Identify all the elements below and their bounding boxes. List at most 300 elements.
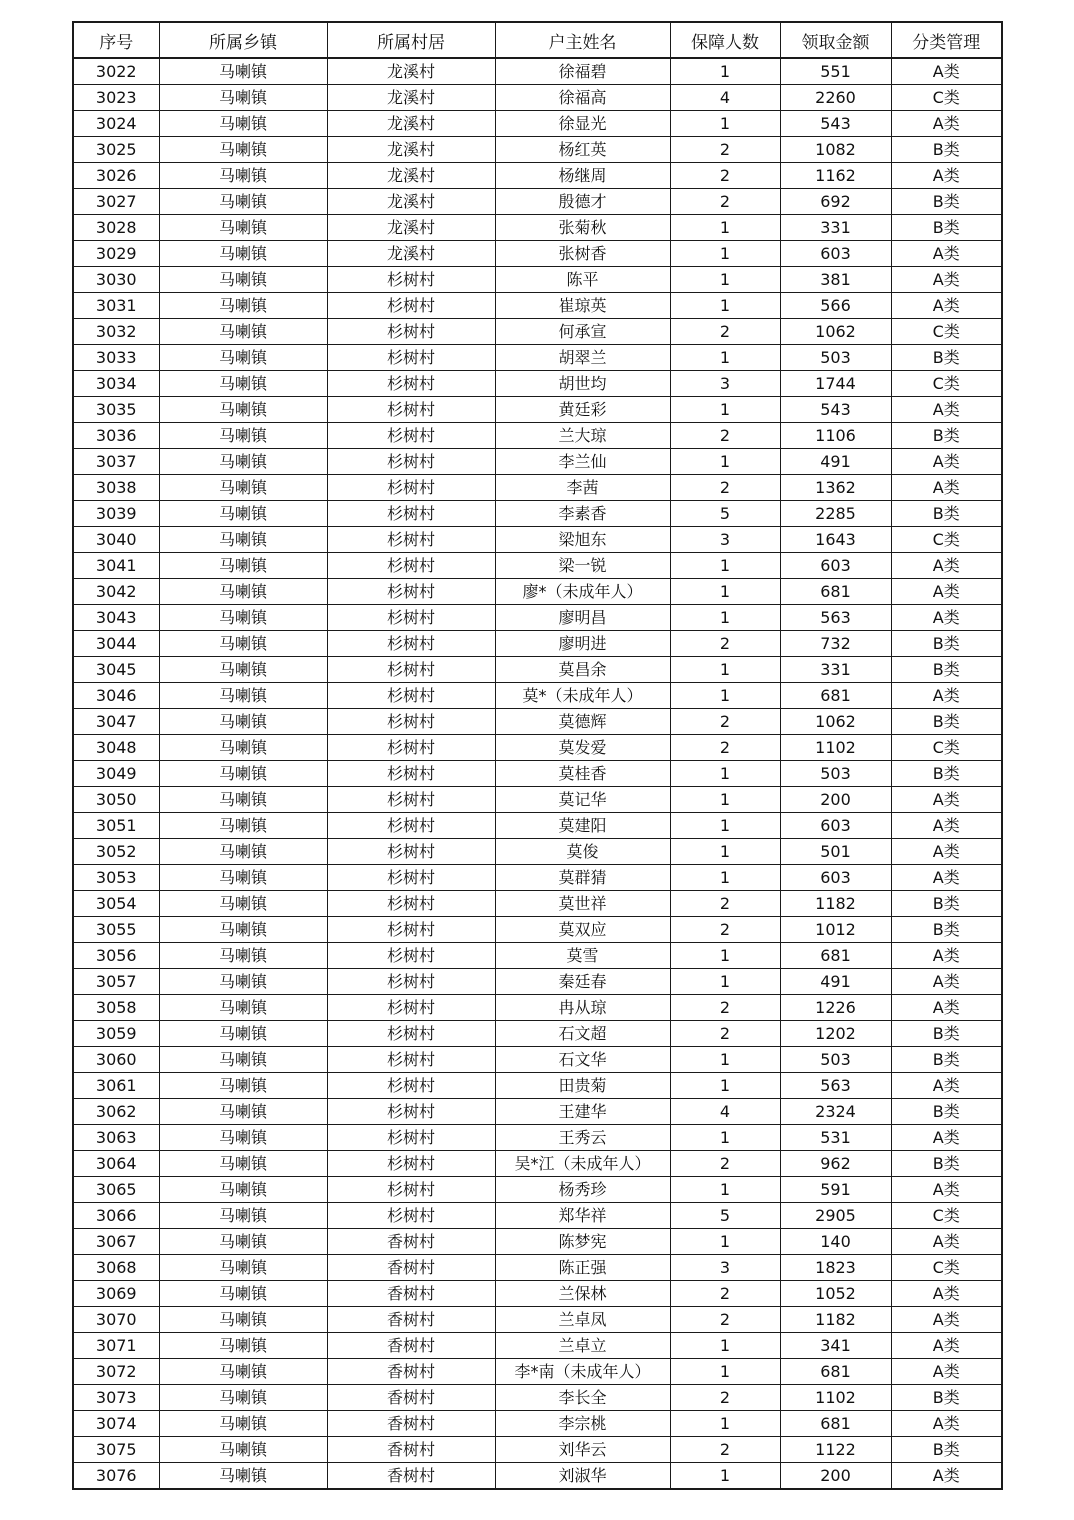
cell-covered-persons: 1 (670, 111, 780, 137)
cell-amount: 491 (780, 449, 891, 475)
cell-covered-persons: 1 (670, 969, 780, 995)
cell-category: A类 (891, 1359, 1002, 1385)
cell-category: A类 (891, 787, 1002, 813)
cell-householder-name: 殷德才 (495, 189, 670, 215)
cell-township: 马喇镇 (159, 891, 327, 917)
cell-householder-name: 兰大琼 (495, 423, 670, 449)
cell-township: 马喇镇 (159, 969, 327, 995)
cell-township: 马喇镇 (159, 189, 327, 215)
cell-category: A类 (891, 943, 1002, 969)
cell-category: C类 (891, 735, 1002, 761)
cell-category: A类 (891, 995, 1002, 1021)
cell-township: 马喇镇 (159, 475, 327, 501)
cell-householder-name: 秦廷春 (495, 969, 670, 995)
header-serial-number: 序号 (73, 22, 159, 58)
table-row (73, 943, 1002, 969)
document-sheet (72, 21, 1003, 1490)
cell-category: A类 (891, 1073, 1002, 1099)
cell-category: B类 (891, 631, 1002, 657)
cell-township: 马喇镇 (159, 1307, 327, 1333)
cell-village: 杉树村 (327, 813, 495, 839)
cell-covered-persons: 2 (670, 163, 780, 189)
cell-amount: 1122 (780, 1437, 891, 1463)
cell-covered-persons: 3 (670, 527, 780, 553)
cell-covered-persons: 2 (670, 1151, 780, 1177)
cell-serial-number: 3061 (73, 1073, 159, 1099)
cell-amount: 732 (780, 631, 891, 657)
cell-covered-persons: 1 (670, 657, 780, 683)
cell-householder-name: 何承宣 (495, 319, 670, 345)
cell-amount: 200 (780, 1463, 891, 1490)
cell-village: 杉树村 (327, 839, 495, 865)
cell-householder-name: 廖明进 (495, 631, 670, 657)
cell-village: 杉树村 (327, 1177, 495, 1203)
cell-village: 龙溪村 (327, 58, 495, 85)
cell-householder-name: 石文超 (495, 1021, 670, 1047)
cell-village: 龙溪村 (327, 111, 495, 137)
cell-serial-number: 3066 (73, 1203, 159, 1229)
cell-covered-persons: 2 (670, 1385, 780, 1411)
cell-amount: 681 (780, 1411, 891, 1437)
cell-village: 杉树村 (327, 371, 495, 397)
cell-householder-name: 李*南（未成年人） (495, 1359, 670, 1385)
cell-category: B类 (891, 1021, 1002, 1047)
cell-township: 马喇镇 (159, 943, 327, 969)
cell-village: 杉树村 (327, 761, 495, 787)
cell-category: A类 (891, 969, 1002, 995)
cell-covered-persons: 1 (670, 267, 780, 293)
cell-township: 马喇镇 (159, 813, 327, 839)
table-row (73, 1463, 1002, 1490)
cell-village: 龙溪村 (327, 163, 495, 189)
cell-category: B类 (891, 1151, 1002, 1177)
cell-township: 马喇镇 (159, 371, 327, 397)
cell-village: 杉树村 (327, 397, 495, 423)
cell-serial-number: 3025 (73, 137, 159, 163)
cell-serial-number: 3040 (73, 527, 159, 553)
cell-serial-number: 3043 (73, 605, 159, 631)
cell-serial-number: 3064 (73, 1151, 159, 1177)
table-row (73, 189, 1002, 215)
cell-township: 马喇镇 (159, 1099, 327, 1125)
cell-amount: 503 (780, 345, 891, 371)
cell-serial-number: 3072 (73, 1359, 159, 1385)
cell-householder-name: 李长全 (495, 1385, 670, 1411)
table-row (73, 293, 1002, 319)
table-row (73, 605, 1002, 631)
assistance-table (72, 21, 1003, 1490)
cell-serial-number: 3048 (73, 735, 159, 761)
cell-householder-name: 徐显光 (495, 111, 670, 137)
cell-amount: 566 (780, 293, 891, 319)
cell-covered-persons: 2 (670, 1021, 780, 1047)
cell-township: 马喇镇 (159, 1177, 327, 1203)
table-row (73, 267, 1002, 293)
cell-township: 马喇镇 (159, 1463, 327, 1490)
cell-amount: 1102 (780, 735, 891, 761)
cell-category: C类 (891, 1255, 1002, 1281)
cell-serial-number: 3062 (73, 1099, 159, 1125)
cell-householder-name: 田贵菊 (495, 1073, 670, 1099)
cell-householder-name: 李素香 (495, 501, 670, 527)
cell-township: 马喇镇 (159, 761, 327, 787)
cell-serial-number: 3033 (73, 345, 159, 371)
cell-village: 杉树村 (327, 1073, 495, 1099)
cell-township: 马喇镇 (159, 1021, 327, 1047)
cell-category: B类 (891, 137, 1002, 163)
cell-village: 杉树村 (327, 605, 495, 631)
cell-amount: 603 (780, 553, 891, 579)
cell-covered-persons: 5 (670, 501, 780, 527)
table-row (73, 137, 1002, 163)
cell-township: 马喇镇 (159, 345, 327, 371)
cell-covered-persons: 1 (670, 293, 780, 319)
cell-serial-number: 3034 (73, 371, 159, 397)
cell-township: 马喇镇 (159, 917, 327, 943)
cell-covered-persons: 1 (670, 449, 780, 475)
cell-category: A类 (891, 1229, 1002, 1255)
cell-amount: 1062 (780, 319, 891, 345)
cell-serial-number: 3060 (73, 1047, 159, 1073)
cell-category: A类 (891, 397, 1002, 423)
cell-covered-persons: 1 (670, 683, 780, 709)
cell-township: 马喇镇 (159, 1385, 327, 1411)
cell-serial-number: 3039 (73, 501, 159, 527)
table-row (73, 787, 1002, 813)
cell-village: 香树村 (327, 1359, 495, 1385)
cell-category: A类 (891, 1463, 1002, 1490)
cell-covered-persons: 2 (670, 189, 780, 215)
cell-category: A类 (891, 1125, 1002, 1151)
table-row (73, 501, 1002, 527)
cell-category: A类 (891, 163, 1002, 189)
cell-householder-name: 刘华云 (495, 1437, 670, 1463)
cell-township: 马喇镇 (159, 657, 327, 683)
cell-householder-name: 梁一锐 (495, 553, 670, 579)
cell-covered-persons: 1 (670, 397, 780, 423)
header-householder-name: 户主姓名 (495, 22, 670, 58)
cell-householder-name: 黄廷彩 (495, 397, 670, 423)
cell-township: 马喇镇 (159, 527, 327, 553)
cell-category: B类 (891, 215, 1002, 241)
cell-covered-persons: 2 (670, 319, 780, 345)
cell-township: 马喇镇 (159, 137, 327, 163)
cell-covered-persons: 2 (670, 137, 780, 163)
cell-township: 马喇镇 (159, 865, 327, 891)
cell-householder-name: 王建华 (495, 1099, 670, 1125)
cell-householder-name: 郑华祥 (495, 1203, 670, 1229)
cell-householder-name: 李兰仙 (495, 449, 670, 475)
table-row (73, 735, 1002, 761)
cell-village: 杉树村 (327, 449, 495, 475)
table-body (73, 58, 1002, 1489)
cell-covered-persons: 1 (670, 1125, 780, 1151)
cell-covered-persons: 2 (670, 475, 780, 501)
cell-amount: 331 (780, 215, 891, 241)
cell-village: 杉树村 (327, 501, 495, 527)
table-row (73, 1099, 1002, 1125)
cell-amount: 543 (780, 397, 891, 423)
cell-category: A类 (891, 58, 1002, 85)
cell-serial-number: 3042 (73, 579, 159, 605)
cell-category: C类 (891, 527, 1002, 553)
table-row (73, 1073, 1002, 1099)
table-row (73, 813, 1002, 839)
cell-township: 马喇镇 (159, 631, 327, 657)
cell-householder-name: 李宗桃 (495, 1411, 670, 1437)
cell-covered-persons: 1 (670, 1073, 780, 1099)
table-row (73, 1047, 1002, 1073)
cell-category: B类 (891, 891, 1002, 917)
cell-township: 马喇镇 (159, 111, 327, 137)
cell-township: 马喇镇 (159, 1411, 327, 1437)
cell-amount: 1744 (780, 371, 891, 397)
table-row (73, 58, 1002, 85)
cell-village: 龙溪村 (327, 189, 495, 215)
cell-serial-number: 3026 (73, 163, 159, 189)
cell-covered-persons: 1 (670, 1359, 780, 1385)
cell-covered-persons: 1 (670, 943, 780, 969)
cell-village: 杉树村 (327, 969, 495, 995)
cell-amount: 200 (780, 787, 891, 813)
cell-township: 马喇镇 (159, 579, 327, 605)
cell-covered-persons: 1 (670, 865, 780, 891)
cell-village: 龙溪村 (327, 241, 495, 267)
cell-amount: 331 (780, 657, 891, 683)
cell-amount: 1012 (780, 917, 891, 943)
cell-village: 杉树村 (327, 657, 495, 683)
cell-village: 杉树村 (327, 423, 495, 449)
cell-serial-number: 3052 (73, 839, 159, 865)
cell-covered-persons: 1 (670, 1411, 780, 1437)
cell-covered-persons: 1 (670, 761, 780, 787)
cell-serial-number: 3059 (73, 1021, 159, 1047)
cell-village: 杉树村 (327, 787, 495, 813)
cell-serial-number: 3032 (73, 319, 159, 345)
cell-covered-persons: 1 (670, 1177, 780, 1203)
cell-category: A类 (891, 241, 1002, 267)
cell-township: 马喇镇 (159, 995, 327, 1021)
cell-category: B类 (891, 1385, 1002, 1411)
cell-householder-name: 兰卓立 (495, 1333, 670, 1359)
cell-serial-number: 3044 (73, 631, 159, 657)
cell-township: 马喇镇 (159, 1333, 327, 1359)
cell-township: 马喇镇 (159, 319, 327, 345)
table-row (73, 345, 1002, 371)
cell-covered-persons: 2 (670, 631, 780, 657)
cell-amount: 603 (780, 241, 891, 267)
cell-householder-name: 杨继周 (495, 163, 670, 189)
table-row (73, 683, 1002, 709)
cell-village: 杉树村 (327, 475, 495, 501)
cell-amount: 563 (780, 605, 891, 631)
cell-amount: 1202 (780, 1021, 891, 1047)
cell-amount: 1082 (780, 137, 891, 163)
cell-householder-name: 莫*（未成年人） (495, 683, 670, 709)
cell-category: A类 (891, 475, 1002, 501)
cell-category: C类 (891, 371, 1002, 397)
table-row (73, 657, 1002, 683)
cell-householder-name: 胡翠兰 (495, 345, 670, 371)
header-village: 所属村居 (327, 22, 495, 58)
cell-householder-name: 莫建阳 (495, 813, 670, 839)
cell-village: 杉树村 (327, 917, 495, 943)
cell-serial-number: 3050 (73, 787, 159, 813)
cell-amount: 603 (780, 865, 891, 891)
cell-covered-persons: 1 (670, 553, 780, 579)
cell-village: 杉树村 (327, 683, 495, 709)
cell-covered-persons: 1 (670, 215, 780, 241)
table-row (73, 371, 1002, 397)
cell-amount: 341 (780, 1333, 891, 1359)
cell-township: 马喇镇 (159, 397, 327, 423)
cell-village: 香树村 (327, 1437, 495, 1463)
cell-serial-number: 3076 (73, 1463, 159, 1490)
cell-category: A类 (891, 1333, 1002, 1359)
cell-amount: 681 (780, 683, 891, 709)
cell-amount: 503 (780, 1047, 891, 1073)
table-row (73, 449, 1002, 475)
cell-village: 杉树村 (327, 943, 495, 969)
table-row (73, 579, 1002, 605)
table-row (73, 891, 1002, 917)
table-row (73, 709, 1002, 735)
table-row (73, 917, 1002, 943)
table-row (73, 241, 1002, 267)
cell-amount: 140 (780, 1229, 891, 1255)
cell-householder-name: 冉从琼 (495, 995, 670, 1021)
table-row (73, 475, 1002, 501)
cell-township: 马喇镇 (159, 215, 327, 241)
cell-amount: 1823 (780, 1255, 891, 1281)
header-row (73, 22, 1002, 58)
cell-category: B类 (891, 423, 1002, 449)
table-row (73, 1385, 1002, 1411)
cell-amount: 503 (780, 761, 891, 787)
cell-serial-number: 3051 (73, 813, 159, 839)
cell-village: 杉树村 (327, 1125, 495, 1151)
cell-township: 马喇镇 (159, 423, 327, 449)
cell-category: B类 (891, 189, 1002, 215)
table-row (73, 163, 1002, 189)
cell-amount: 2324 (780, 1099, 891, 1125)
cell-serial-number: 3028 (73, 215, 159, 241)
cell-township: 马喇镇 (159, 787, 327, 813)
cell-covered-persons: 2 (670, 917, 780, 943)
table-row (73, 111, 1002, 137)
cell-serial-number: 3023 (73, 85, 159, 111)
cell-category: C类 (891, 1203, 1002, 1229)
cell-township: 马喇镇 (159, 267, 327, 293)
cell-village: 香树村 (327, 1307, 495, 1333)
cell-householder-name: 徐福碧 (495, 58, 670, 85)
cell-amount: 1102 (780, 1385, 891, 1411)
cell-serial-number: 3054 (73, 891, 159, 917)
cell-township: 马喇镇 (159, 1255, 327, 1281)
cell-category: A类 (891, 865, 1002, 891)
cell-township: 马喇镇 (159, 683, 327, 709)
cell-serial-number: 3031 (73, 293, 159, 319)
cell-covered-persons: 1 (670, 813, 780, 839)
cell-amount: 962 (780, 1151, 891, 1177)
cell-serial-number: 3065 (73, 1177, 159, 1203)
table-row (73, 1333, 1002, 1359)
cell-serial-number: 3045 (73, 657, 159, 683)
table-row (73, 865, 1002, 891)
cell-amount: 681 (780, 1359, 891, 1385)
cell-householder-name: 胡世均 (495, 371, 670, 397)
cell-householder-name: 廖*（未成年人） (495, 579, 670, 605)
cell-township: 马喇镇 (159, 553, 327, 579)
cell-amount: 692 (780, 189, 891, 215)
cell-serial-number: 3029 (73, 241, 159, 267)
table-row (73, 1021, 1002, 1047)
cell-village: 杉树村 (327, 865, 495, 891)
table-row (73, 1177, 1002, 1203)
cell-category: A类 (891, 839, 1002, 865)
cell-covered-persons: 2 (670, 1307, 780, 1333)
cell-category: A类 (891, 449, 1002, 475)
cell-serial-number: 3067 (73, 1229, 159, 1255)
header-township: 所属乡镇 (159, 22, 327, 58)
cell-amount: 1182 (780, 1307, 891, 1333)
header-covered-persons: 保障人数 (670, 22, 780, 58)
cell-householder-name: 张树香 (495, 241, 670, 267)
cell-category: B类 (891, 1437, 1002, 1463)
cell-village: 杉树村 (327, 995, 495, 1021)
cell-village: 杉树村 (327, 1021, 495, 1047)
cell-covered-persons: 2 (670, 423, 780, 449)
cell-amount: 543 (780, 111, 891, 137)
cell-covered-persons: 3 (670, 1255, 780, 1281)
table-row (73, 423, 1002, 449)
cell-category: A类 (891, 1281, 1002, 1307)
cell-householder-name: 兰卓凤 (495, 1307, 670, 1333)
cell-householder-name: 兰保林 (495, 1281, 670, 1307)
cell-category: A类 (891, 293, 1002, 319)
cell-householder-name: 李茜 (495, 475, 670, 501)
cell-village: 香树村 (327, 1385, 495, 1411)
cell-village: 香树村 (327, 1463, 495, 1490)
cell-village: 香树村 (327, 1255, 495, 1281)
cell-serial-number: 3063 (73, 1125, 159, 1151)
cell-serial-number: 3075 (73, 1437, 159, 1463)
cell-village: 杉树村 (327, 527, 495, 553)
cell-amount: 1226 (780, 995, 891, 1021)
cell-category: A类 (891, 1307, 1002, 1333)
table-row (73, 995, 1002, 1021)
cell-amount: 551 (780, 58, 891, 85)
cell-amount: 1362 (780, 475, 891, 501)
table-row (73, 1411, 1002, 1437)
cell-township: 马喇镇 (159, 58, 327, 85)
cell-amount: 1062 (780, 709, 891, 735)
cell-township: 马喇镇 (159, 1229, 327, 1255)
cell-village: 杉树村 (327, 579, 495, 605)
cell-category: A类 (891, 605, 1002, 631)
cell-township: 马喇镇 (159, 449, 327, 475)
cell-township: 马喇镇 (159, 605, 327, 631)
cell-village: 龙溪村 (327, 137, 495, 163)
table-row (73, 85, 1002, 111)
cell-township: 马喇镇 (159, 241, 327, 267)
cell-category: A类 (891, 683, 1002, 709)
cell-amount: 531 (780, 1125, 891, 1151)
table-row (73, 839, 1002, 865)
table-row (73, 1359, 1002, 1385)
cell-village: 杉树村 (327, 293, 495, 319)
cell-category: A类 (891, 111, 1002, 137)
